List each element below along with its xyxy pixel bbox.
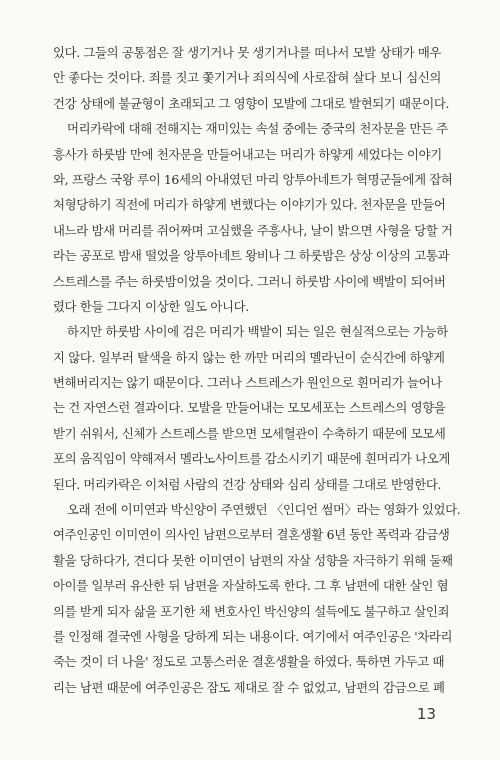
text-line: 처형당하기 직전에 머리가 하얗게 변했다는 이야기가 있다. 천자문을 만들어 — [53, 197, 446, 213]
paragraph-4 — [53, 497, 463, 700]
body-text — [53, 40, 463, 700]
text-line: 흥사가 하룻밤 만에 천자문을 만들어내고는 머리가 하얗게 세었다는 이야기 — [53, 146, 442, 162]
paragraph-1 — [53, 40, 463, 116]
text-line: 죽는 것이 더 나을' 정도로 고통스러운 결혼생활을 하였다. 툭하면 가두고 때 — [53, 654, 445, 670]
text-line: 내느라 밤새 머리를 쥐어짜며 고심했을 주흥사나, 날이 밝으면 사형을 당할 거 — [53, 222, 453, 238]
text-line: 와, 프랑스 국왕 루이 16세의 아내였던 마리 앙투아네트가 혁명군들에게 잡혀 — [53, 171, 453, 187]
text-line: 받기 쉬워서, 신체가 스트레스를 받으면 모세혈관이 수축하기 때문에 모모세 — [53, 425, 446, 441]
text-line: 오래 전에 이미연과 박신양이 주연했던 〈인디언 썸머〉라는 영화가 있었다. — [67, 502, 461, 518]
text-line: 스트레스를 주는 하룻밤이었을 것이다. 그러니 하룻밤 사이에 백발이 되어버 — [53, 273, 446, 289]
text-line: 포의 움직임이 약해져서 멜라노사이트를 감소시키기 때문에 흰머리가 나오게 — [53, 451, 450, 467]
text-line: 된다. 머리카락은 이처럼 사람의 건강 상태와 심리 상태를 그대로 반영한다. — [53, 476, 442, 492]
text-line: 건강 상태에 불균형이 초래되고 그 영향이 모발에 그대로 발현되기 때문이다. — [53, 95, 450, 111]
text-line: 를 인정해 결국엔 사형을 당하게 되는 내용이다. 여기에서 여주인공은 '차라리 — [53, 628, 453, 644]
paragraph-2 — [53, 116, 463, 319]
text-line: 의를 받게 되자 삶을 포기한 채 변호사인 박신양의 설득에도 불구하고 살인죄 — [53, 603, 450, 619]
page-number: 13 — [416, 705, 436, 723]
paragraph-3 — [53, 319, 463, 497]
text-line: 활을 당하다가, 견디다 못한 이미연이 남편의 자살 성향을 자극하기 위해 둘째 — [53, 552, 453, 568]
text-line: 리는 남편 때문에 여주인공은 잠도 제대로 잘 수 없었고, 남편의 감금으로 폐 — [53, 679, 445, 695]
text-line: 변해버리지는 않기 때문이다. 그러나 스트레스가 원인으로 흰머리가 늘어나 — [53, 375, 442, 391]
text-line: 아이를 일부러 유산한 뒤 남편을 자살하도록 한다. 그 후 남편에 대한 살인 혐 — [53, 578, 449, 594]
text-line: 라는 공포로 밤새 떨었을 앙투아네트 왕비나 그 하룻밤은 상상 이상의 고통과 — [53, 248, 450, 264]
text-line: 하지만 하룻밤 사이에 검은 머리가 백발이 되는 일은 현실적으로는 가능하 — [67, 324, 448, 340]
text-line: 머리카락에 대해 전해지는 재미있는 속설 중에는 중국의 천자문을 만든 주 — [67, 121, 448, 137]
text-line: 지 않다. 일부러 탈색을 하지 않는 한 까만 머리의 멜라닌이 순식간에 하얗게 — [53, 349, 445, 365]
text-line: 여주인공인 이미연이 의사인 남편으로부터 결혼생활 6년 동안 폭력과 감금생 — [53, 527, 450, 543]
text-line: 는 건 자연스런 결과이다. 모발을 만들어내는 모모세포는 스트레스의 영향을 — [53, 400, 446, 416]
text-line: 있다. 그들의 공통점은 잘 생기거나 못 생기거나를 떠나서 모발 상태가 매우 — [53, 45, 442, 60]
text-line: 렸다 한들 그다지 이상한 일도 아니다. — [53, 298, 249, 314]
text-line: 안 좋다는 것이다. 죄를 짓고 쫓기거나 죄의식에 사로잡혀 살다 보니 심신의 — [53, 70, 442, 86]
